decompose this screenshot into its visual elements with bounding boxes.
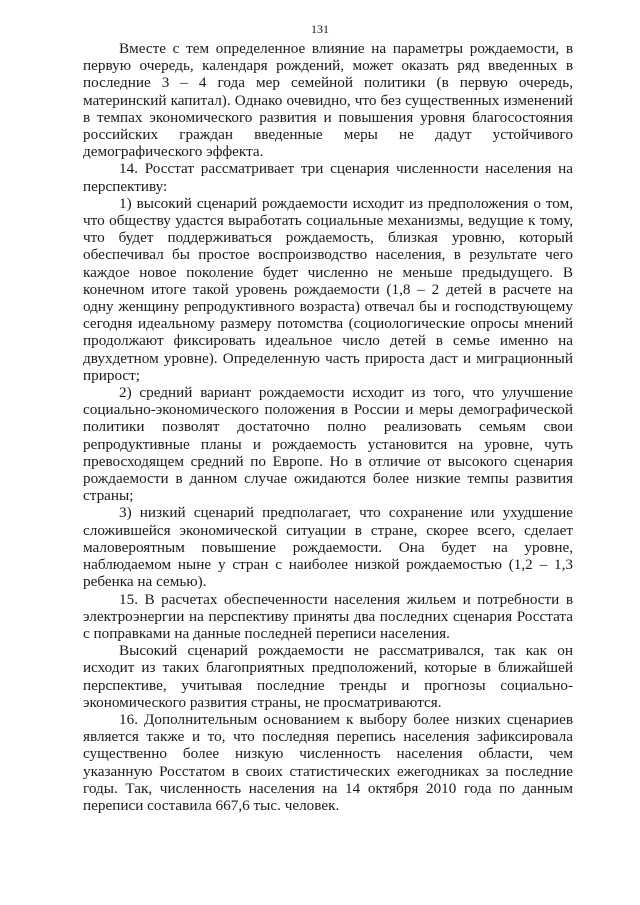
paragraph-item-14: 14. Росстат рассматривает три сценария численности населения на перспективу: xyxy=(83,160,573,195)
paragraph-high-scenario: 1) высокий сценарий рождаемости исходит из предположения о том, что обществу удастся выработать социальные механизмы, ведущие к тому, что будет поддерживаться рождаемость, близкая уровню, который обеспечивал бы простое воспроизводство населения, в результате чего каждое новое поколение будет численно не меньше предыдущего. В конечном итоге такой уровень рождаемости (1,8 – 2 детей в расчете на одну женщину репродуктивного возраста) отвечал бы и господствующему сегодня идеальному размеру потомства (социологические опросы мнений продолжают фиксировать идеальное число детей в семье именно на двухдетном уровне). Определенную часть прироста даст и миграционный прирост; xyxy=(83,194,573,384)
document-body xyxy=(83,40,573,814)
paragraph-item-15: 15. В расчетах обеспеченности населения жильем и потребности в электроэнергии на перспективу приняты два последних сценария Росстата с поправками на данные последней переписи населения. xyxy=(83,590,573,642)
paragraph-high-scenario-excluded: Высокий сценарий рождаемости не рассматривался, так как он исходит из таких благоприятных предположений, которые в ближайшей перспективе, учитывая последние тренды и прогнозы социально-экономического развития страны, не просматриваются. xyxy=(83,642,573,711)
page-number: 131 xyxy=(311,22,329,36)
paragraph-low-scenario: 3) низкий сценарий предполагает, что сохранение или ухудшение сложившейся экономической ситуации в стране, скорее всего, сделает маловероятным повышение рождаемости. Она будет на уровне, наблюдаемом ныне у стран с наиболее низкой рождаемостью (1,2 – 1,3 ребенка на семью). xyxy=(83,504,573,591)
paragraph-family-policy: Вместе с тем определенное влияние на параметры рождаемости, в первую очередь, календаря рождений, может оказать ряд введенных в последние 3 – 4 года мер семейной политики (в первую очередь, материнский капитал). Однако очевидно, что без существенных изменений в темпах экономического развития и повышения уровня благосостояния российских граждан введенные меры не дадут устойчивого демографического эффекта. xyxy=(83,40,573,161)
paragraph-item-16: 16. Дополнительным основанием к выбору более низких сценариев является также и то, что последняя перепись населения зафиксировала существенно более низкую численность населения области, чем указанную Росстатом в своих статистических ежегодниках за последние годы. Так, численность населения на 14 октября 2010 года по данным переписи составила 667,6 тыс. человек. xyxy=(83,710,573,814)
paragraph-medium-scenario: 2) средний вариант рождаемости исходит из того, что улучшение социально-экономического положения в России и меры демографической политики позволят достаточно полно реализовать семьям свои репродуктивные планы и рождаемость установится на уровне, чуть превосходящем средний по Европе. Но в отличие от высокого сценария рождаемости в данном случае ожидаются более низкие темпы развития страны; xyxy=(83,384,573,505)
